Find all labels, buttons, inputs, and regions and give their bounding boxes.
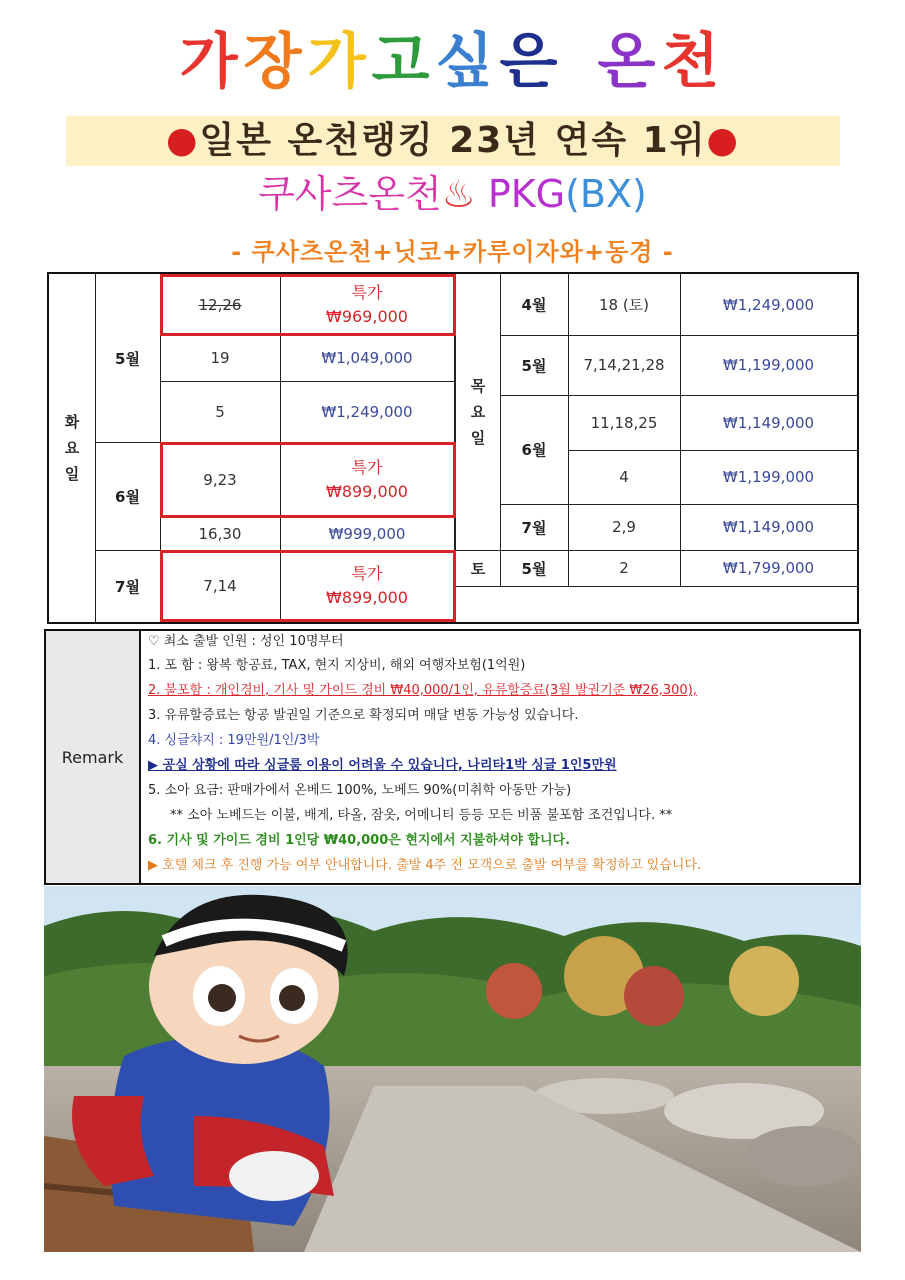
price-cell: 특가 ₩899,000 xyxy=(326,564,408,607)
route-line: - 쿠사츠온천+닛코+카루이자와+동경 - xyxy=(231,238,674,266)
price-cell: 특가 ₩969,000 xyxy=(326,282,408,326)
title-char: 온 xyxy=(597,27,662,97)
month-cell: 4월 xyxy=(521,296,547,314)
title-char: 싶 xyxy=(435,27,500,97)
dates-cell: 5 xyxy=(215,402,225,421)
hot-spring-icon: ♨ xyxy=(441,172,476,216)
package-title xyxy=(0,168,905,220)
title-char: 장 xyxy=(243,27,308,97)
remark-line: 6. 기사 및 가이드 경비 1인당 ₩40,000은 현지에서 지불하셔야 합니다. xyxy=(148,833,571,848)
price-cell: ₩1,049,000 xyxy=(321,349,413,367)
special-offer-box xyxy=(160,550,456,622)
title-char: 은 xyxy=(499,27,564,97)
ranking-text: 일본 온천랭킹 23년 연속 1위 xyxy=(199,120,707,161)
dates-cell: 7,14 xyxy=(203,577,237,595)
remark-line: ▶ 호텔 체크 후 진행 가능 여부 안내합니다. 출발 4주 전 모객으로 출발 여부를 확정하고 있습니다. xyxy=(148,858,702,873)
remark-label: Remark xyxy=(46,631,141,883)
dates-cell: 16,30 xyxy=(198,524,242,543)
month-cell: 7월 xyxy=(521,518,547,537)
mascot-hot-spring-photo xyxy=(44,886,861,1252)
title-char: 고 xyxy=(371,27,436,97)
saturday-label: 토 xyxy=(470,559,486,578)
month-cell: 7월 xyxy=(115,577,140,596)
remark-box xyxy=(44,629,861,885)
month-cell: 5월 xyxy=(521,559,547,578)
dates-cell: 18 (토) xyxy=(598,296,650,314)
title-char: 가 xyxy=(307,27,372,97)
dates-cell: 7,14,21,28 xyxy=(583,356,665,374)
package-type: (BX) xyxy=(565,172,647,216)
price-cell: ₩999,000 xyxy=(328,524,406,543)
price-cell: ₩1,249,000 xyxy=(321,402,413,421)
special-offer-box xyxy=(160,442,456,518)
title-char: 천 xyxy=(661,27,726,97)
dates-cell: 2,9 xyxy=(612,518,636,536)
month-cell: 5월 xyxy=(115,349,140,368)
month-cell: 6월 xyxy=(115,487,140,506)
price-cell: ₩1,149,000 xyxy=(722,413,815,432)
package-code: PKG xyxy=(487,172,566,216)
dates-cell: 19 xyxy=(210,349,230,367)
remark-line: 1. 포 함 : 왕복 항공료, TAX, 현지 지상비, 해외 여행자보험(1억원) xyxy=(148,658,526,673)
month-cell: 5월 xyxy=(521,356,547,375)
main-title xyxy=(0,22,905,102)
price-cell: ₩1,149,000 xyxy=(722,518,815,536)
remark-line: 3. 유류할증료는 항공 발권일 기준으로 확정되며 매달 변동 가능성 있습니다. xyxy=(148,708,579,723)
remark-line: ♡ 최소 출발 인원 : 성인 10명부터 xyxy=(148,634,344,649)
price-cell: 특가 ₩899,000 xyxy=(326,457,408,501)
remark-line: ** 소아 노베드는 이불, 배게, 타올, 잠옷, 어메니티 등등 모든 비품 불포함 조건입니다. ** xyxy=(170,808,673,823)
dates-cell: 12,26 xyxy=(198,295,242,314)
dates-cell: 4 xyxy=(619,468,629,486)
dates-cell: 2 xyxy=(619,559,629,577)
month-cell: 6월 xyxy=(521,441,547,459)
price-cell: ₩1,199,000 xyxy=(722,468,815,486)
remark-line: 5. 소아 요금: 판매가에서 온베드 100%, 노베드 90%(미취학 아동만 가능) xyxy=(148,783,572,798)
dates-cell: 9,23 xyxy=(203,470,237,489)
tuesday-label: 화 요 일 xyxy=(64,413,80,483)
package-name: 쿠사츠온천 xyxy=(258,172,442,216)
title-char: 가 xyxy=(179,27,244,97)
ranking-banner xyxy=(66,116,840,166)
price-cell: ₩1,249,000 xyxy=(722,295,815,314)
special-offer-box xyxy=(160,274,456,336)
ranking-left-mark: ● xyxy=(166,120,200,161)
price-cell: ₩1,799,000 xyxy=(722,559,815,577)
price-cell: ₩1,199,000 xyxy=(722,356,815,374)
remark-line: ▶ 공실 상황에 따라 싱글룸 이용이 어려울 수 있습니다, 나리타1박 싱글 1인5만원 xyxy=(148,758,617,773)
schedule-table xyxy=(47,272,859,624)
dates-cell: 11,18,25 xyxy=(590,413,658,432)
ranking-right-mark: ● xyxy=(706,120,740,161)
thursday-label: 목 요 일 xyxy=(470,377,486,447)
remark-line: 2. 불포함 : 개인경비, 기사 및 가이드 경비 ₩40,000/1인, 유류할증료(3월 발권기준 ₩26,300), xyxy=(148,683,697,698)
remark-line: 4. 싱글챠지 : 19만원/1인/3박 xyxy=(148,733,320,748)
